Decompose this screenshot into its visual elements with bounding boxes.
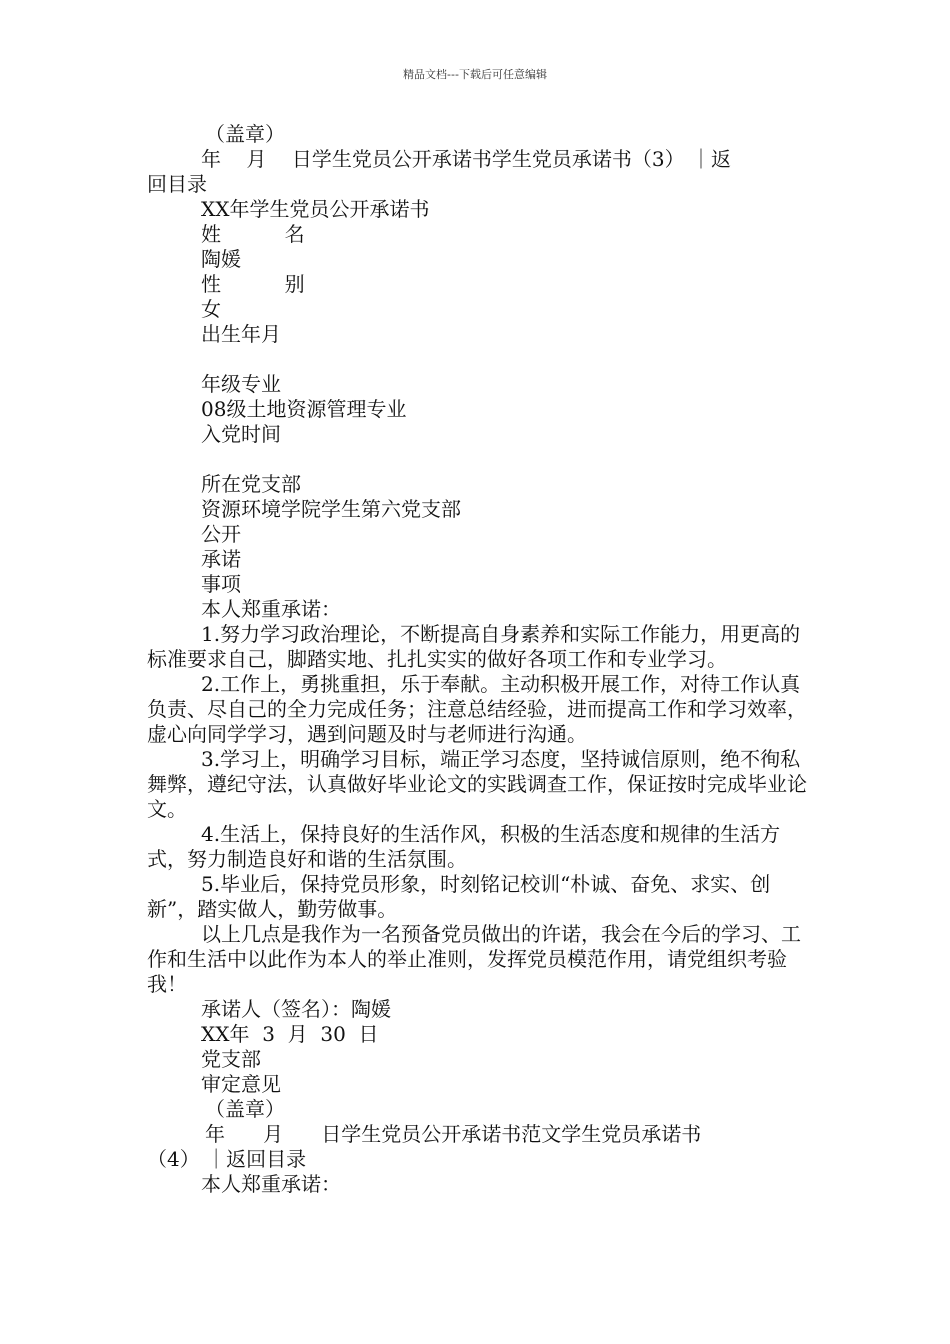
closing-paragraph: 以上几点是我作为一名预备党员做出的许诺，我会在今后的学习、工作和生活中以此作为本人的举止准则，发挥党员模范作用，请党组织考验我！ <box>147 922 801 996</box>
items-label: 公开 <box>201 522 241 546</box>
pledge-item-5: 5.毕业后，保持党员形象，时刻铭记校训“朴诚、奋免、求实、创新”，踏实做人，勤劳做事。 <box>147 872 771 921</box>
grade-label: 年级专业 <box>201 372 281 396</box>
blank-line <box>147 347 817 372</box>
birth-label: 出生年月 <box>201 322 281 346</box>
pledge-intro: 本人郑重承诺： <box>201 597 341 621</box>
pledge-item-2: 2.工作上，勇挑重担，乐于奉献。主动积极开展工作，对待工作认真负责、尽自己的全力完成任务；注意总结经验，进而提高工作和学习效率，虚心向同学学习，遇到问题及时与老师进行沟通。 <box>147 672 807 746</box>
gender-value: 女 <box>201 297 221 321</box>
signer-line: 承诺人（签名）：陶媛 <box>201 997 391 1021</box>
seal-line: （盖章） <box>205 1097 285 1121</box>
join-date-label: 入党时间 <box>201 422 281 446</box>
seal-line: （盖章） <box>205 122 285 146</box>
pledge-item-3: 3.学习上，明确学习目标，端正学习态度，坚持诚信原则，绝不徇私舞弊，遵纪守法，认真做好毕业论文的实践调查工作，保证按时完成毕业论文。 <box>147 747 807 821</box>
review-label: 党支部 <box>201 1047 261 1071</box>
date-line: 年 月 日学生党员公开承诺书范文学生党员承诺书 <box>205 1122 702 1146</box>
pledge-item-1: 1.努力学习政治理论，不断提高自身素养和实际工作能力，用更高的标准要求自己，脚踏实地、扎扎实实的做好各项工作和专业学习。 <box>147 622 801 671</box>
branch-value: 资源环境学院学生第六党支部 <box>201 497 461 521</box>
pledge-item-4: 4.生活上，保持良好的生活作风，积极的生活态度和规律的生活方式，努力制造良好和谐的生活氛围。 <box>147 822 781 871</box>
pledge-intro: 本人郑重承诺： <box>201 1172 341 1196</box>
gender-label: 性 别 <box>201 272 305 296</box>
document-body <box>147 122 817 1197</box>
return-toc-link[interactable]: （4） ｜返回目录 <box>147 1147 307 1171</box>
grade-value: 08级土地资源管理专业 <box>201 397 407 421</box>
branch-label: 所在党支部 <box>201 472 301 496</box>
blank-line <box>147 447 817 472</box>
review-label: 审定意见 <box>201 1072 281 1096</box>
name-label: 姓 名 <box>201 222 305 246</box>
date-line: 年 月 日学生党员公开承诺书学生党员承诺书（3） ｜返 <box>201 147 731 171</box>
items-label: 承诺 <box>201 547 241 571</box>
items-label: 事项 <box>201 572 241 596</box>
page-header-note: 精品文档---下载后可任意编辑 <box>403 68 547 81</box>
return-toc-link[interactable]: 回目录 <box>147 172 207 196</box>
document-title: XX年学生党员公开承诺书 <box>201 197 430 221</box>
name-value: 陶媛 <box>201 247 241 271</box>
sign-date: XX年 3 月 30 日 <box>201 1022 379 1046</box>
